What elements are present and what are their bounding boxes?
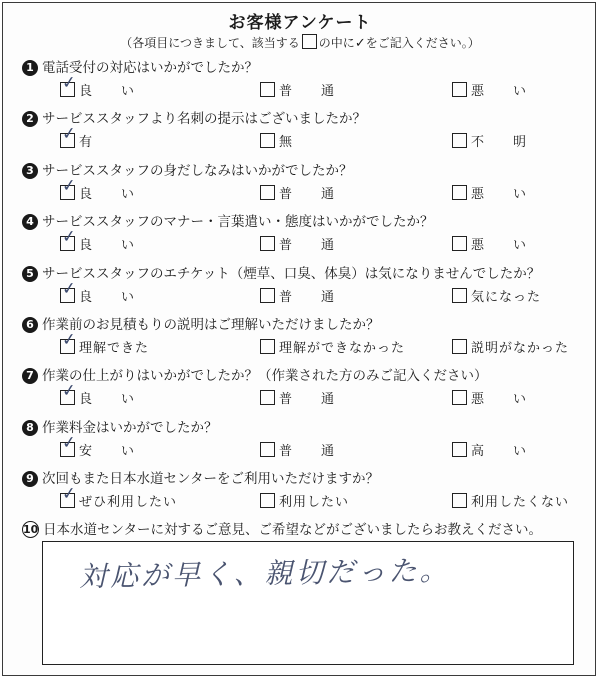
option-2[interactable]: [260, 442, 335, 462]
option-label: 悪 い: [471, 392, 528, 407]
question-text: 作業前のお見積もりの説明はご理解いただけましたか？: [42, 317, 380, 333]
option-3[interactable]: [452, 442, 527, 462]
option-label: 悪 い: [471, 84, 528, 99]
option-2[interactable]: [260, 339, 405, 359]
question-text: 作業料金はいかがでしたか？: [42, 420, 218, 436]
check-mark-icon: ✓: [60, 226, 78, 248]
instruction-check-mark: ✓: [354, 36, 366, 51]
question-header: [22, 315, 380, 335]
check-mark-icon: ✓: [60, 175, 78, 197]
option-row: [60, 278, 580, 308]
comment-box[interactable]: [42, 541, 574, 665]
option-label: 無: [279, 135, 294, 150]
instruction-text-after: の中に: [318, 36, 355, 50]
option-checkbox[interactable]: [60, 175, 78, 200]
check-mark-icon: ✓: [60, 278, 78, 300]
question-text: 電話受付の対応はいかがでしたか？: [42, 60, 258, 76]
option-3[interactable]: [452, 133, 527, 153]
option-checkbox[interactable]: [452, 288, 467, 303]
option-row: [60, 72, 580, 102]
question-number: 8: [22, 420, 38, 436]
question-8: [22, 418, 582, 470]
option-row: [60, 432, 580, 462]
option-label: 良 い: [79, 290, 136, 305]
question-header: [22, 366, 488, 386]
question-text: 次回もまた日本水道センターをご利用いただけますか？: [42, 471, 379, 487]
check-mark-icon: ✓: [60, 123, 78, 145]
question-header: [22, 212, 434, 232]
question-7: [22, 366, 582, 418]
option-checkbox[interactable]: [260, 390, 275, 405]
option-checkbox[interactable]: [260, 493, 275, 508]
option-3[interactable]: [452, 493, 569, 513]
option-checkbox[interactable]: [452, 339, 467, 354]
option-label: 理解できた: [79, 341, 150, 356]
question-2: [22, 109, 582, 161]
question-3: [22, 161, 582, 213]
option-checkbox[interactable]: [260, 288, 275, 303]
option-label: 普 通: [279, 290, 336, 305]
check-mark-icon: ✓: [60, 432, 78, 454]
option-checkbox[interactable]: [452, 82, 467, 97]
option-2[interactable]: [260, 390, 335, 410]
handwritten-comment: 対応が早く、親切だった。: [78, 553, 451, 594]
option-1[interactable]: [60, 278, 136, 308]
question-number: 3: [22, 163, 38, 179]
option-checkbox[interactable]: [60, 123, 78, 148]
option-label: 気になった: [471, 290, 542, 305]
option-row: [60, 123, 580, 153]
question-number: 2: [22, 111, 38, 127]
option-1[interactable]: [60, 329, 150, 359]
check-mark-icon: ✓: [60, 483, 78, 505]
option-checkbox[interactable]: [260, 185, 275, 200]
option-label: 利用したくない: [471, 495, 570, 510]
question-number: 9: [22, 471, 38, 487]
option-1[interactable]: [60, 123, 94, 153]
option-label: 普 通: [279, 444, 336, 459]
option-checkbox[interactable]: [60, 278, 78, 303]
option-checkbox[interactable]: [452, 236, 467, 251]
question-number: 1: [22, 60, 38, 76]
instruction-text-before: （各項目につきまして、該当する: [120, 36, 300, 50]
option-3[interactable]: [452, 236, 527, 256]
question-5: [22, 264, 582, 316]
option-1[interactable]: [60, 72, 136, 102]
option-checkbox[interactable]: [452, 185, 467, 200]
option-2[interactable]: [260, 236, 335, 256]
option-1[interactable]: [60, 380, 136, 410]
option-label: 安 い: [79, 444, 136, 459]
instruction-checkbox-sample: [302, 34, 317, 49]
option-2[interactable]: [260, 288, 335, 308]
option-3[interactable]: [452, 288, 541, 308]
option-1[interactable]: [60, 432, 136, 462]
option-1[interactable]: [60, 226, 136, 256]
option-3[interactable]: [452, 185, 527, 205]
option-checkbox[interactable]: [452, 390, 467, 405]
option-checkbox[interactable]: [260, 339, 275, 354]
option-label: 説明がなかった: [471, 341, 570, 356]
question-text: サービススタッフのマナー・言葉遣い・態度はいかがでしたか？: [42, 214, 434, 230]
option-row: [60, 483, 580, 513]
option-1[interactable]: [60, 175, 136, 205]
option-checkbox[interactable]: [60, 483, 78, 508]
question-text: サービススタッフのエチケット（煙草、口臭、体臭）は気になりませんでしたか？: [42, 266, 541, 282]
question-number: 7: [22, 368, 38, 384]
option-label: 利用したい: [279, 495, 350, 510]
option-row: [60, 226, 580, 256]
question-9: [22, 469, 582, 521]
check-mark-icon: ✓: [60, 329, 78, 351]
check-mark-icon: ✓: [60, 72, 78, 94]
option-row: [60, 380, 580, 410]
option-label: 普 通: [279, 84, 336, 99]
question-number: 6: [22, 317, 38, 333]
option-label: 普 通: [279, 238, 336, 253]
option-checkbox[interactable]: [60, 226, 78, 251]
question-text: 作業の仕上がりはいかがでしたか？（作業された方のみご記入ください）: [42, 368, 488, 384]
option-checkbox[interactable]: [60, 380, 78, 405]
question-header: [22, 418, 218, 438]
option-3[interactable]: [452, 390, 527, 410]
option-3[interactable]: [452, 82, 527, 102]
question-1: [22, 58, 582, 110]
option-label: 理解ができなかった: [279, 341, 406, 356]
option-3[interactable]: [452, 339, 569, 359]
option-2[interactable]: [260, 185, 335, 205]
question-text: サービススタッフより名刺の提示はございましたか？: [42, 111, 366, 127]
option-label: 普 通: [279, 392, 336, 407]
option-checkbox[interactable]: [260, 82, 275, 97]
question-number: 10: [23, 523, 39, 536]
option-checkbox[interactable]: [60, 329, 78, 354]
option-label: 悪 い: [471, 187, 528, 202]
option-label: 高 い: [471, 444, 528, 459]
question-header: [22, 58, 258, 78]
option-checkbox[interactable]: [452, 442, 467, 457]
question-10: [22, 520, 542, 540]
question-header: [22, 264, 540, 284]
option-label: 不 明: [471, 135, 528, 150]
question-number: 4: [22, 214, 38, 230]
option-label: 良 い: [79, 187, 136, 202]
option-checkbox[interactable]: [452, 493, 467, 508]
instruction-text-end: をご記入ください。）: [365, 36, 480, 50]
option-checkbox[interactable]: [260, 236, 275, 251]
question-text: サービススタッフの身だしなみはいかがでしたか？: [42, 163, 353, 179]
option-checkbox[interactable]: [260, 442, 275, 457]
option-checkbox[interactable]: [452, 133, 467, 148]
option-1[interactable]: [60, 483, 178, 513]
option-row: [60, 329, 580, 359]
option-checkbox[interactable]: [60, 72, 78, 97]
option-2[interactable]: [260, 82, 335, 102]
question-number: 5: [22, 266, 38, 282]
option-label: 良 い: [79, 238, 136, 253]
check-mark-icon: ✓: [60, 380, 78, 402]
option-label: 良 い: [79, 84, 136, 99]
option-2[interactable]: [260, 133, 293, 153]
option-label: 有: [79, 135, 94, 150]
option-row: [60, 175, 580, 205]
page-title: お客様アンケート: [228, 13, 372, 33]
option-2[interactable]: [260, 493, 349, 513]
option-label: 悪 い: [471, 238, 528, 253]
option-label: 普 通: [279, 187, 336, 202]
option-checkbox[interactable]: [60, 432, 78, 457]
question-text: 日本水道センターに対するご意見、ご希望などがございましたらお教えください。: [43, 522, 542, 538]
question-6: [22, 315, 582, 367]
option-label: ぜひ利用したい: [79, 495, 178, 510]
option-label: 良 い: [79, 392, 136, 407]
instruction-line: [0, 34, 600, 51]
question-4: [22, 212, 582, 264]
option-checkbox[interactable]: [260, 133, 275, 148]
